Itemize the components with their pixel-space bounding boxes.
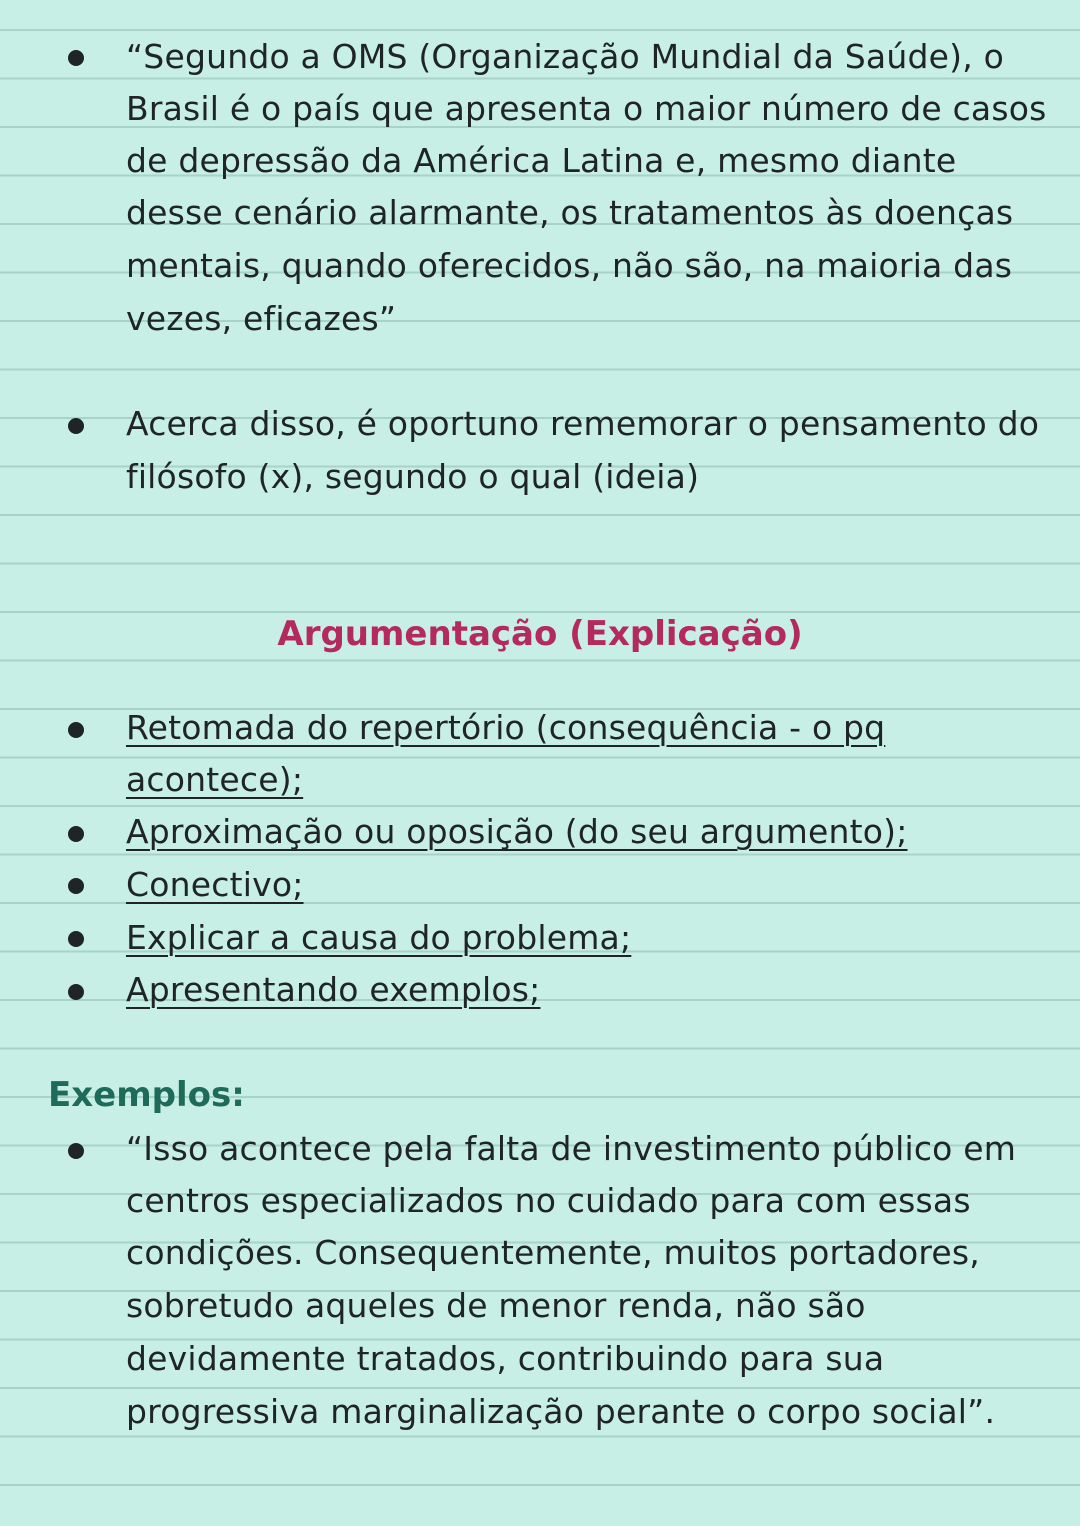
bullet-icon: [68, 722, 84, 738]
text-line: condições. Consequentemente, muitos portadores,: [126, 1233, 980, 1272]
text-line: filósofo (x), segundo o qual (ideia): [126, 457, 700, 496]
text-line: sobretudo aqueles de menor renda, não são: [126, 1286, 866, 1325]
list-item-aproximacao: Aproximação ou oposição (do seu argumento);: [126, 812, 908, 851]
bullet-icon: [68, 984, 84, 1000]
text-line: Acerca disso, é oportuno rememorar o pensamento do: [126, 404, 1040, 443]
list-item-conectivo: Conectivo;: [126, 865, 304, 904]
text-line: devidamente tratados, contribuindo para sua: [126, 1339, 885, 1378]
bullet-icon: [68, 1143, 84, 1159]
text-line: Brasil é o país que apresenta o maior número de casos: [126, 89, 1047, 128]
list-item-retomada: Retomada do repertório (consequência - o pq: [126, 708, 886, 747]
bullet-icon: [68, 826, 84, 842]
list-item-retomada-cont: acontece);: [126, 760, 304, 799]
bullet-icon: [68, 50, 84, 66]
text-line: “Isso acontece pela falta de investimento público em: [126, 1129, 1017, 1168]
text-line: de depressão da América Latina e, mesmo diante: [126, 141, 957, 180]
section-heading-exemplos: Exemplos:: [48, 1075, 245, 1115]
section-heading-argumentacao: Argumentação (Explicação): [277, 614, 803, 654]
text-line: mentais, quando oferecidos, não são, na maioria das: [126, 246, 1013, 285]
text-line: “Segundo a OMS (Organização Mundial da Saúde), o: [126, 37, 1004, 76]
text-line: desse cenário alarmante, os tratamentos às doenças: [126, 193, 1014, 232]
text-line: vezes, eficazes”: [126, 299, 397, 338]
list-item-exemplos: Apresentando exemplos;: [126, 970, 541, 1009]
bullet-icon: [68, 878, 84, 894]
bullet-icon: [68, 931, 84, 947]
text-line: centros especializados no cuidado para com essas: [126, 1181, 971, 1220]
bullet-icon: [68, 418, 84, 434]
text-line: progressiva marginalização perante o corpo social”.: [126, 1392, 996, 1431]
list-item-explicar-causa: Explicar a causa do problema;: [126, 918, 632, 957]
